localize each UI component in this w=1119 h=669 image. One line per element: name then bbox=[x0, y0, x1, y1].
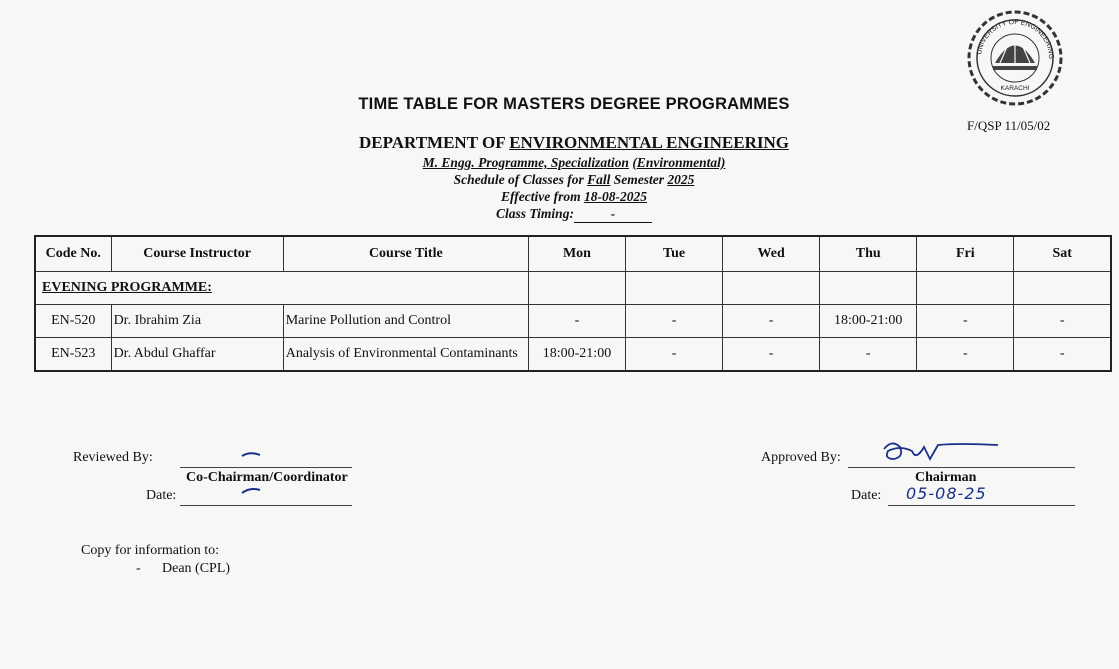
approved-by-label: Approved By: bbox=[761, 450, 841, 465]
cell-wed: - bbox=[723, 338, 820, 372]
effective-line bbox=[0, 189, 1119, 205]
reviewed-by-label: Reviewed By: bbox=[73, 450, 153, 465]
table-header-row bbox=[35, 236, 1111, 272]
col-wed: Wed bbox=[723, 236, 820, 272]
col-tue: Tue bbox=[626, 236, 723, 272]
col-thu: Thu bbox=[820, 236, 917, 272]
reviewer-role: Co-Chairman/Coordinator bbox=[186, 470, 348, 485]
cell-title: Analysis of Environmental Contaminants bbox=[283, 338, 528, 372]
cell-tue: - bbox=[626, 305, 723, 338]
reviewer-initial-mark bbox=[240, 450, 262, 460]
table-row bbox=[35, 305, 1111, 338]
cell-mon: - bbox=[528, 305, 625, 338]
svg-text:KARACHI: KARACHI bbox=[1000, 85, 1030, 92]
semester-year: 2025 bbox=[667, 172, 695, 187]
cell-thu: - bbox=[820, 338, 917, 372]
reviewer-date-line bbox=[180, 505, 352, 506]
col-code: Code No. bbox=[35, 236, 111, 272]
col-fri: Fri bbox=[917, 236, 1014, 272]
reviewer-date-mark bbox=[240, 486, 262, 496]
timing-label: Class Timing: bbox=[496, 206, 574, 221]
copy-bullet: - bbox=[136, 561, 141, 576]
cell-wed: - bbox=[723, 305, 820, 338]
department-name: ENVIRONMENTAL ENGINEERING bbox=[509, 133, 789, 152]
effective-date: 18-08-2025 bbox=[583, 189, 647, 204]
page-title: TIME TABLE FOR MASTERS DEGREE PROGRAMMES bbox=[358, 95, 790, 113]
empty-cell bbox=[820, 272, 917, 305]
copy-label: Copy for information to: bbox=[81, 543, 220, 558]
schedule-middle: Semester bbox=[610, 172, 668, 187]
empty-cell bbox=[917, 272, 1014, 305]
cell-title: Marine Pollution and Control bbox=[283, 305, 528, 338]
approver-signature-line bbox=[848, 467, 1075, 468]
form-number: F/QSP 11/05/02 bbox=[967, 118, 1051, 133]
empty-cell bbox=[528, 272, 625, 305]
chairman-signature bbox=[878, 437, 1006, 469]
cell-thu: 18:00-21:00 bbox=[820, 305, 917, 338]
cell-instructor: Dr. Abdul Ghaffar bbox=[111, 338, 283, 372]
approver-role: Chairman bbox=[915, 470, 977, 485]
empty-cell bbox=[626, 272, 723, 305]
reviewer-date-label: Date: bbox=[146, 488, 177, 503]
schedule-prefix: Schedule of Classes for bbox=[453, 172, 588, 187]
approver-date-handwritten: 05-08-25 bbox=[906, 484, 987, 503]
col-instructor: Course Instructor bbox=[111, 236, 283, 272]
approver-date-label: Date: bbox=[851, 488, 882, 503]
col-mon: Mon bbox=[528, 236, 625, 272]
semester-name: Fall bbox=[587, 172, 611, 187]
cell-sat: - bbox=[1014, 338, 1111, 372]
timetable bbox=[34, 235, 1112, 372]
svg-text:UNIVERSITY OF ENGINEERING: UNIVERSITY OF ENGINEERING bbox=[976, 18, 1055, 60]
programme-specialization: (Environmental) bbox=[632, 155, 726, 170]
cell-code: EN-520 bbox=[35, 305, 111, 338]
section-label-text: EVENING PROGRAMME: bbox=[42, 280, 212, 295]
department-prefix: DEPARTMENT OF bbox=[359, 133, 510, 152]
cell-instructor: Dr. Ibrahim Zia bbox=[111, 305, 283, 338]
department-heading bbox=[0, 133, 1119, 153]
cell-fri: - bbox=[917, 338, 1014, 372]
schedule-line bbox=[0, 172, 1119, 188]
programme-name: M. Engg. Programme, Specialization bbox=[422, 155, 629, 170]
cell-sat: - bbox=[1014, 305, 1111, 338]
col-title: Course Title bbox=[283, 236, 528, 272]
programme-line bbox=[0, 155, 1119, 171]
table-row bbox=[35, 338, 1111, 372]
copy-recipient: Dean (CPL) bbox=[162, 561, 231, 576]
timing-value: - bbox=[574, 206, 652, 223]
reviewer-signature-line bbox=[180, 467, 352, 468]
section-label bbox=[35, 272, 528, 305]
cell-mon: 18:00-21:00 bbox=[528, 338, 625, 372]
section-row bbox=[35, 272, 1111, 305]
cell-code: EN-523 bbox=[35, 338, 111, 372]
approver-date-line bbox=[888, 505, 1075, 506]
cell-tue: - bbox=[626, 338, 723, 372]
effective-label: Effective from bbox=[501, 189, 584, 204]
empty-cell bbox=[723, 272, 820, 305]
cell-fri: - bbox=[917, 305, 1014, 338]
timing-line bbox=[0, 206, 1119, 223]
university-seal-logo bbox=[965, 8, 1065, 108]
empty-cell bbox=[1014, 272, 1111, 305]
col-sat: Sat bbox=[1014, 236, 1111, 272]
